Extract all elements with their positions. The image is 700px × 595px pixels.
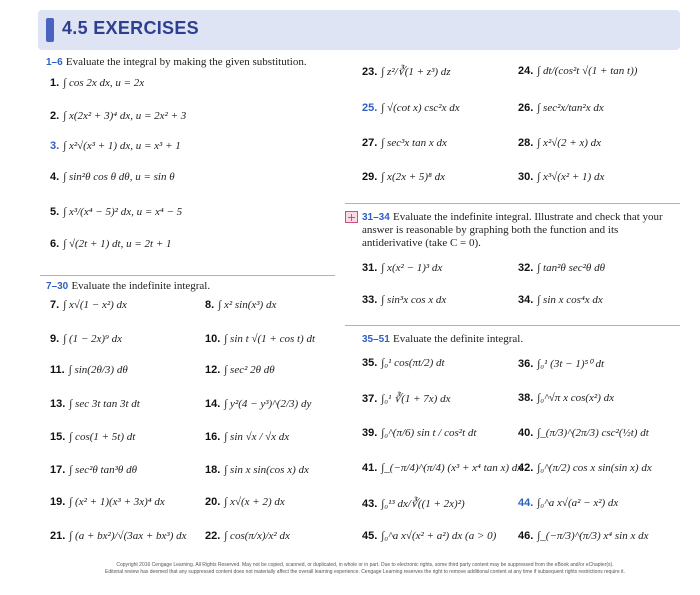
exercise-16: 16. ∫ sin √x / √x dx	[205, 431, 290, 443]
section-description: Evaluate the indefinite integral. Illustrate and check that your answer is reasonable by graphing both the function and its antiderivative (take C = 0).	[362, 211, 663, 249]
section-description: Evaluate the integral by making the given substitution.	[65, 56, 307, 68]
exercise-32: 32. ∫ tan²θ sec²θ dθ	[518, 262, 605, 274]
section-description: Evaluate the indefinite integral.	[71, 280, 211, 292]
section-35-51-instructions	[362, 333, 680, 346]
section-range: 35–51	[362, 334, 390, 345]
exercise-10: 10. ∫ sin t √(1 + cos t) dt	[205, 333, 316, 345]
header-accent	[46, 18, 54, 42]
exercise-24: 24. ∫ dt/(cos²t √(1 + tan t))	[518, 65, 638, 77]
exercise-39: 39. ∫₀^(π/6) sin t / cos²t dt	[362, 427, 477, 439]
exercise-12: 12. ∫ sec² 2θ dθ	[205, 364, 275, 376]
exercise-21: 21. ∫ (a + bx²)/√(3ax + bx³) dx	[50, 530, 187, 542]
exercise-1: 1. ∫ cos 2x dx, u = 2x	[50, 77, 145, 89]
exercise-38: 38. ∫₀^√π x cos(x²) dx	[518, 392, 615, 404]
exercise-31: 31. ∫ x(x² − 1)³ dx	[362, 262, 443, 274]
exercise-2: 2. ∫ x(2x² + 3)⁴ dx, u = 2x² + 3	[50, 110, 187, 122]
exercise-7: 7. ∫ x√(1 − x²) dx	[50, 299, 127, 311]
exercise-45: 45. ∫₀^a x√(x² + a²) dx (a > 0)	[362, 530, 497, 542]
exercise-4: 4. ∫ sin²θ cos θ dθ, u = sin θ	[50, 171, 175, 183]
copyright-footer	[70, 562, 660, 576]
exercise-26: 26. ∫ sec²x/tan²x dx	[518, 102, 604, 114]
exercise-33: 33. ∫ sin³x cos x dx	[362, 294, 447, 306]
section-range: 1–6	[46, 57, 63, 68]
section-range: 7–30	[46, 281, 69, 292]
exercise-18: 18. ∫ sin x sin(cos x) dx	[205, 464, 309, 476]
section-7-30-instructions	[46, 280, 336, 293]
exercise-17: 17. ∫ sec²θ tan³θ dθ	[50, 464, 137, 476]
footer-line: Editorial review has deemed that any suppressed content does not materially affect the overall learning experience. Cengage Learning reserves the right to remove additional content at any time if subsequent rights restrictions require it.	[105, 569, 625, 575]
section-31-34-instructions	[362, 211, 680, 250]
exercise-14: 14. ∫ y²(4 − y³)^(2/3) dy	[205, 398, 312, 410]
exercise-34: 34. ∫ sin x cos⁴x dx	[518, 294, 603, 306]
exercise-5: 5. ∫ x³/(x⁴ − 5)² dx, u = x⁴ − 5	[50, 206, 183, 218]
exercise-37: 37. ∫₀¹ ∛(1 + 7x) dx	[362, 393, 451, 405]
exercise-25: 25. ∫ √(cot x) csc²x dx	[362, 102, 460, 114]
exercise-13: 13. ∫ sec 3t tan 3t dt	[50, 398, 140, 410]
exercise-8: 8. ∫ x² sin(x³) dx	[205, 299, 277, 311]
exercise-36: 36. ∫₀¹ (3t − 1)⁵⁰ dt	[518, 358, 605, 370]
exercise-27: 27. ∫ sec³x tan x dx	[362, 137, 447, 149]
section-description: Evaluate the definite integral.	[393, 333, 524, 345]
section-range: 31–34	[362, 212, 390, 223]
exercise-9: 9. ∫ (1 − 2x)⁹ dx	[50, 333, 123, 345]
exercise-41: 41. ∫_(−π/4)^(π/4) (x³ + x⁴ tan x) dx	[362, 462, 523, 474]
exercise-11: 11. ∫ sin(2θ/3) dθ	[50, 364, 128, 376]
exercise-28: 28. ∫ x²√(2 + x) dx	[518, 137, 602, 149]
exercise-6: 6. ∫ √(2t + 1) dt, u = 2t + 1	[50, 238, 172, 250]
exercise-29: 29. ∫ x(2x + 5)⁸ dx	[362, 171, 446, 183]
graphing-calculator-icon	[345, 211, 358, 223]
exercise-30: 30. ∫ x³√(x² + 1) dx	[518, 171, 605, 183]
section-1-6-instructions	[46, 56, 336, 69]
section-divider	[40, 275, 335, 276]
exercise-46: 46. ∫_(−π/3)^(π/3) x⁴ sin x dx	[518, 530, 649, 542]
exercise-3: 3. ∫ x²√(x³ + 1) dx, u = x³ + 1	[50, 140, 181, 152]
exercise-35: 35. ∫₀¹ cos(πt/2) dt	[362, 357, 445, 369]
section-divider	[345, 325, 680, 326]
exercise-43: 43. ∫₀¹³ dx/∛((1 + 2x)²)	[362, 498, 465, 510]
footer-line: Copyright 2016 Cengage Learning. All Rights Reserved. May not be copied, scanned, or duplicated, in whole or in part. Due to electronic rights, some third party content may be suppressed from the eBook and/or eChapter(s).	[116, 562, 614, 568]
exercise-44: 44. ∫₀^a x√(a² − x²) dx	[518, 497, 619, 509]
page-title: 4.5 EXERCISES	[62, 18, 199, 38]
exercise-15: 15. ∫ cos(1 + 5t) dt	[50, 431, 136, 443]
exercise-20: 20. ∫ x√(x + 2) dx	[205, 496, 285, 508]
exercise-40: 40. ∫_(π/3)^(2π/3) csc²(½t) dt	[518, 427, 649, 439]
exercise-19: 19. ∫ (x² + 1)(x³ + 3x)⁴ dx	[50, 496, 165, 508]
exercise-23: 23. ∫ z²/∛(1 + z³) dz	[362, 66, 451, 78]
exercise-22: 22. ∫ cos(π/x)/x² dx	[205, 530, 290, 542]
section-divider	[345, 203, 680, 204]
exercise-42: 42. ∫₀^(π/2) cos x sin(sin x) dx	[518, 462, 652, 474]
